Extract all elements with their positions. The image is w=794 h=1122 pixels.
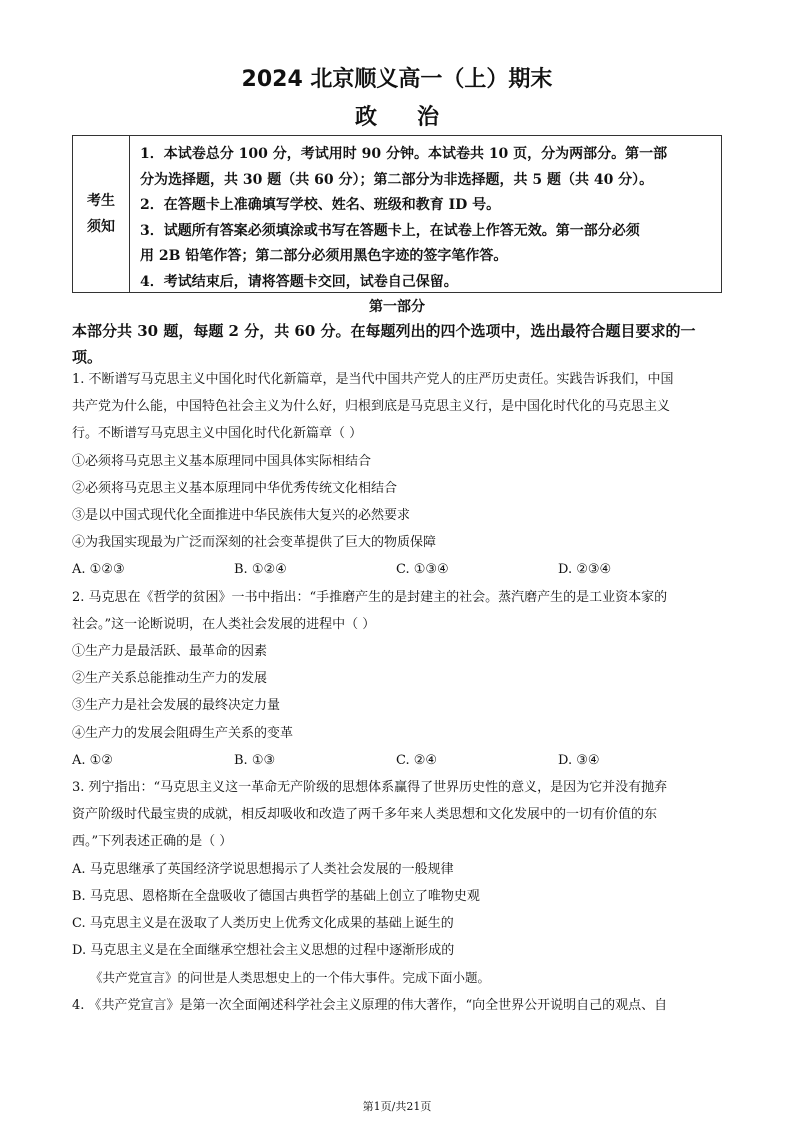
question-2-stem: 社会。”这一论断说明，在人类社会发展的进程中（ ） <box>72 616 376 632</box>
question-3-option: A. 马克思继承了英国经济学说思想揭示了人类社会发展的一般规律 <box>72 861 454 877</box>
question-2-item: ①生产力是最活跃、最革命的因素 <box>72 644 268 660</box>
notice-label-line: 须知 <box>87 219 115 235</box>
question-4-stem: 4. 《共产党宣言》是第一次全面阐述科学社会主义原理的伟大著作，“向全世界公开说明自己的观点、自 <box>72 997 668 1013</box>
question-2-stem: 2. 马克思在《哲学的贫困》一书中指出：“手推磨产生的是封建主的社会。蒸汽磨产生的是工业资本家的 <box>72 589 668 605</box>
part-intro <box>72 318 732 370</box>
option-c: C. ①③④ <box>396 562 449 578</box>
question-3-stem: 3. 列宁指出：“马克思主义这一革命无产阶级的思想体系赢得了世界历史性的意义，是因为它并没有抛弃 <box>72 780 668 796</box>
question-3-option: C. 马克思主义是在汲取了人类历史上优秀文化成果的基础上诞生的 <box>72 916 454 932</box>
notice-line: 3．试题所有答案必须填涂或书写在答题卡上，在试卷上作答无效。第一部分必须 <box>140 222 640 239</box>
candidate-notice-box <box>72 135 722 293</box>
question-1-item: ②必须将马克思主义基本原理同中华优秀传统文化相结合 <box>72 480 398 496</box>
option-b: B. ①③ <box>234 752 276 768</box>
option-b: B. ①②④ <box>234 562 287 578</box>
page-title: 2024 北京顺义高一（上）期末 <box>241 67 553 92</box>
notice-label <box>73 136 130 292</box>
intro-line: 项。 <box>72 348 103 366</box>
notice-line: 用 2B 铅笔作答；第二部分必须用黑色字迹的签字笔作答。 <box>140 248 508 264</box>
question-3-option: B. 马克思、恩格斯在全盘吸收了德国古典哲学的基础上创立了唯物史观 <box>72 888 480 904</box>
notice-line: 4．考试结束后，请将答题卡交回，试卷自己保留。 <box>140 273 458 290</box>
question-2-item: ④生产力的发展会阻碍生产关系的变革 <box>72 725 294 741</box>
questions <box>72 366 722 1019</box>
option-d: D. ②③④ <box>558 562 612 578</box>
option-a: A. ①②③ <box>72 562 125 578</box>
question-3-stem: 西。”下列表述正确的是（ ） <box>72 834 233 850</box>
question-1-stem: 共产党为什么能，中国特色社会主义为什么好，归根到底是马克思主义行，是中国化时代化的马克思主义 <box>72 399 671 415</box>
intro-line: 本部分共 30 题，每题 2 分，共 60 分。在每题列出的四个选项中，选出最符合题目要求的一 <box>72 322 696 340</box>
option-a: A. ①② <box>72 752 113 768</box>
option-c: C. ②④ <box>396 752 438 768</box>
notice-body <box>130 136 721 292</box>
question-2-item: ②生产关系总能推动生产力的发展 <box>72 671 268 687</box>
question-3-stem: 资产阶级时代最宝贵的成就，相反却吸收和改造了两千多年来人类思想和文化发展中的一切有价值的东 <box>72 807 658 823</box>
question-1-options <box>72 556 722 583</box>
notice-line: 2．在答题卡上准确填写学校、姓名、班级和教育 ID 号。 <box>140 197 501 213</box>
question-3-option: D. 马克思主义是在全面继承空想社会主义思想的过程中逐渐形成的 <box>72 943 455 959</box>
option-d: D. ③④ <box>558 752 600 768</box>
notice-label-line: 考生 <box>87 193 115 209</box>
notice-line: 分为选择题，共 30 题（共 60 分）；第二部分为非选择题，共 5 题（共 40 分）。 <box>140 171 654 188</box>
question-1-item: ④为我国实现最为广泛而深刻的社会变革提供了巨大的物质保障 <box>72 535 437 551</box>
question-1-stem: 行。不断谱写马克思主义中国化时代化新篇章（ ） <box>72 426 363 442</box>
question-2-options <box>72 747 722 774</box>
notice-line: 1．本试卷总分 100 分，考试用时 90 分钟。本试卷共 10 页，分为两部分。第一部 <box>140 146 668 162</box>
part-title: 第一部分 <box>369 299 425 315</box>
subject-title: 政治 <box>354 105 479 130</box>
question-1-stem: 1. 不断谱写马克思主义中国化时代化新篇章，是当代中国共产党人的庄严历史责任。实践告诉我们，中国 <box>72 372 674 387</box>
page-number: 第1页/共21页 <box>362 1100 432 1113</box>
question-1-item: ③是以中国式现代化全面推进中华民族伟大复兴的必然要求 <box>72 508 411 524</box>
material-intro: 《共产党宣言》的问世是人类思想史上的一个伟大事件。完成下面小题。 <box>90 970 491 986</box>
question-2-item: ③生产力是社会发展的最终决定力量 <box>72 698 281 714</box>
question-1-item: ①必须将马克思主义基本原理同中国具体实际相结合 <box>72 453 372 469</box>
